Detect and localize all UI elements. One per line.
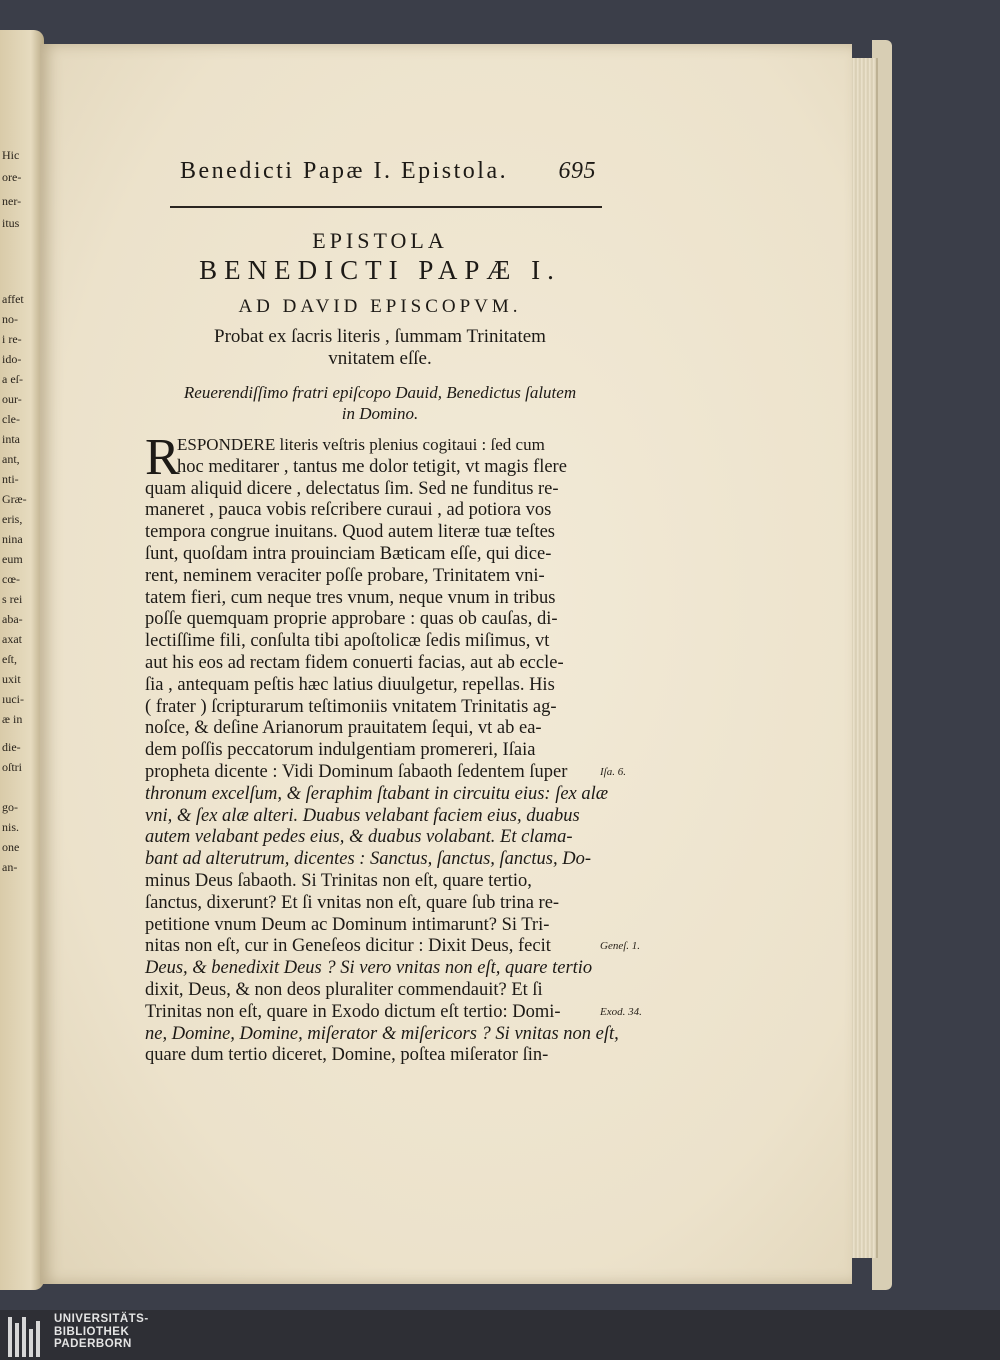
body-line: ſia , antequam peſtis hæc latius diuulgetur, repellas. His (145, 674, 555, 695)
body-line: maneret , pauca vobis reſcribere curaui , ad potiora vos (145, 500, 552, 521)
left-page-fragment: an- (2, 860, 18, 874)
left-page-fragment: oſtri (2, 760, 22, 774)
body-line: ſanctus, dixerunt? Et ſi vnitas non eſt, quare ſub trina re- (145, 892, 560, 913)
left-page-fragment: affet (2, 292, 24, 306)
left-facing-page (0, 30, 44, 1290)
library-logo-icon (6, 1313, 48, 1357)
body-line: minus Deus ſabaoth. Si Trinitas non eſt, quare tertio, (145, 871, 532, 891)
salutation-line-2: in Domino. (341, 404, 419, 423)
body-line: ( frater ) ſcripturarum teſtimoniis vnitatem Trinitatis ag- (145, 696, 557, 717)
body-line: noſce, & deſine Arianorum prauitatem ſequi, vt ab ea- (145, 718, 542, 739)
left-page-fragment: Græ- (2, 492, 27, 506)
left-page-fragment: axat (2, 632, 22, 646)
left-page-fragment: Hic (2, 148, 20, 162)
body-line: ſunt, quoſdam intra prouinciam Bæticam eſſe, qui dice- (145, 544, 552, 564)
left-page-fragment: our- (2, 392, 22, 406)
left-page-fragment: no- (2, 312, 18, 326)
body-line: lectiſſime fili, conſulta tibi apoſtolicæ ſedis miſimus, vt (145, 631, 550, 652)
left-page-fragment: eum (2, 552, 23, 566)
left-page-fragment: aba- (2, 612, 23, 626)
left-page-fragment: die- (2, 740, 21, 754)
left-page-fragment: eris, (2, 512, 23, 526)
left-page-fragment: cle- (2, 412, 20, 426)
body-line: thronum excelſum, & ſeraphim ſtabant in circuitu eius: ſex alæ (145, 783, 609, 804)
left-page-fragment: ıuci- (2, 692, 24, 706)
left-page-fragment: cœ- (2, 572, 20, 586)
left-page-fragment: itus (2, 216, 20, 230)
body-line: quare dum tertio diceret, Domine, poſtea miſerator ſin- (145, 1045, 549, 1066)
body-line: nitas non eſt, cur in Geneſeos dicitur : Dixit Deus, fecit (145, 936, 551, 957)
margin-note: Geneſ. 1. (600, 940, 641, 953)
summary-line-2: vnitatem eſſe. (328, 348, 432, 369)
left-page-fragment: ant, (2, 452, 20, 466)
body-line: quam aliquid dicere , delectatus ſim. Sed ne funditus re- (145, 478, 559, 499)
library-name-line-3: PADERBORN (54, 1338, 132, 1350)
title-line-3: AD DAVID EPISCOPVM. (238, 296, 522, 317)
body-line: vni, & ſex alæ alteri. Duabus velabant faciem eius, duabus (145, 805, 580, 826)
body-line: Trinitas non eſt, quare in Exodo dictum eſt tertio: Domi- (145, 1001, 561, 1022)
body-line: ESPONDERE literis veſtris plenius cogitaui : ſed cum (177, 435, 545, 454)
margin-note: Exod. 34. (600, 1005, 642, 1018)
left-page-fragment: s rei (2, 592, 23, 606)
salutation-line-1: Reuerendiſſimo fratri epiſcopo Dauid, Benedictus ſalutem (183, 383, 577, 402)
margin-note: Iſa. 6. (600, 766, 626, 778)
running-head (180, 158, 600, 192)
body-line: dixit, Deus, & non deos pluraliter commendauit? Et ſi (145, 980, 543, 1000)
body-line: petitione vnum Deum ac Dominum intimarunt? Si Tri- (145, 914, 550, 935)
page-number: 695 (558, 158, 596, 184)
drop-cap: R (145, 429, 180, 486)
left-page-fragment: uxit (2, 672, 21, 686)
left-page-fragment: nina (2, 532, 23, 546)
title-line-1: EPISTOLA (312, 228, 448, 253)
library-name-line-2: BIBLIOTHEK (54, 1325, 130, 1338)
left-page-fragment: ner- (2, 194, 22, 208)
summary-line-1: Probat ex ſacris literis , ſummam Trinitatem (214, 326, 546, 347)
left-page-fragment: ido- (2, 352, 22, 366)
body-line: bant ad alterutrum, dicentes : Sanctus, ſanctus, ſanctus, Do- (145, 849, 592, 870)
body-line: autem velabant pedes eius, & duabus volabant. Et clama- (145, 827, 573, 848)
body-line: poſſe quemquam proprie approbare : quas ob cauſas, di- (145, 609, 558, 630)
body-line: ne, Domine, Domine, miſerator & miſericors ? Si vnitas non eſt, (145, 1023, 619, 1044)
body-line: hoc meditarer , tantus me dolor tetigit, vt magis flere (177, 456, 567, 477)
body-line: propheta dicente : Vidi Dominum ſabaoth ſedentem ſuper (145, 762, 568, 782)
left-page-fragment: eſt, (2, 652, 17, 666)
header-rule (170, 206, 602, 208)
body-line: tempora congrue inuitans. Quod autem literæ tuæ teſtes (145, 522, 555, 543)
left-page-fragment: one (2, 840, 20, 854)
body-line: dem poſſis peccatorum indulgentiam promereri, Iſaia (145, 740, 536, 761)
left-page-fragment: a eſ- (2, 372, 23, 386)
title-line-2: BENEDICTI PAPÆ I. (199, 255, 561, 285)
left-page-fragment: i re- (2, 332, 22, 346)
running-head-title: Benedicti Papæ I. Epistola. (180, 158, 509, 184)
footer-bar (0, 1310, 1000, 1360)
body-line: Deus, & benedixit Deus ? Si vero vnitas non eſt, quare tertio (145, 958, 593, 979)
left-page-fragment: ore- (2, 170, 22, 184)
left-page-fragment: nis. (2, 820, 20, 834)
left-page-fragment: inta (2, 432, 20, 446)
body-line: aut his eos ad rectam fidem conuerti facias, aut ab eccle- (145, 653, 564, 673)
library-name-line-1: UNIVERSITÄTS- (54, 1313, 149, 1325)
library-name (54, 1313, 149, 1351)
body-line: tatem fieri, cum neque tres vnum, neque vnum in tribus (145, 587, 556, 608)
body-line: rent, neminem veraciter poſſe probare, Trinitatem vni- (145, 565, 545, 586)
left-page-fragment: go- (2, 800, 18, 814)
left-page-fragment: nti- (2, 472, 19, 486)
left-page-fragment: æ in (2, 712, 23, 726)
